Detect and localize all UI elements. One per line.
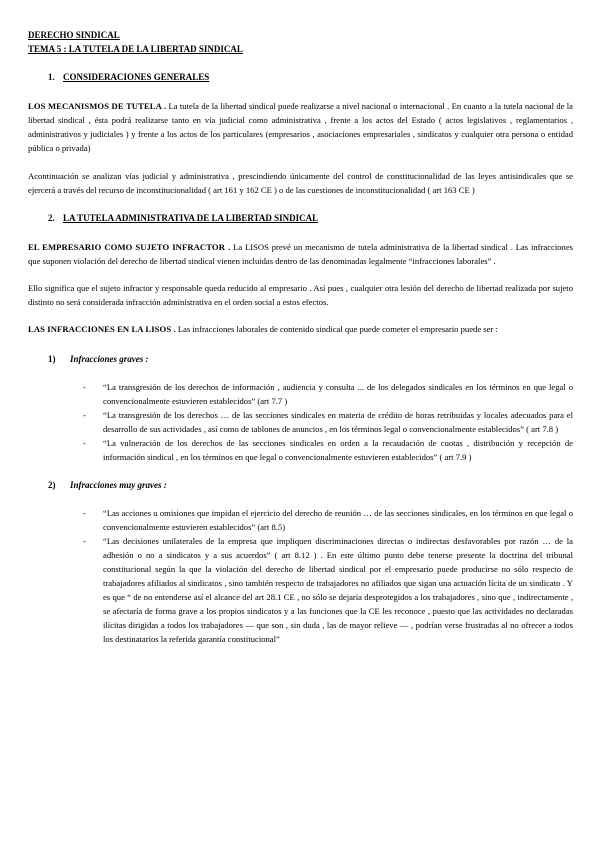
document-page	[28, 28, 573, 646]
graves-list	[83, 380, 573, 464]
graves-heading	[48, 352, 573, 366]
section-2-paragraph-2: Ello significa que el sujeto infractor y responsable queda reducido al empresario . Así pues , cualquier otra lesión del derecho de libertad realizada por sujeto distinto no será considerada infracción administrativa en el orden social a estos efectos.	[28, 283, 573, 307]
empresario-lead: EL EMPRESARIO COMO SUJETO INFRACTOR .	[28, 242, 231, 252]
topic-title: TEMA 5 : LA TUTELA DE LA LIBERTAD SINDICAL	[28, 44, 243, 54]
list-item-text: “La transgresión de los derechos de información , audiencia y consulta ... de los delegados sindicales en los términos en que legal o convencionalmente estuvieren establecidos” (art 7.7 )	[103, 382, 573, 406]
section-2-paragraph-3	[28, 322, 573, 336]
list-item	[83, 506, 573, 534]
section-1-title: CONSIDERACIONES GENERALES	[63, 72, 210, 82]
mecanismos-lead: LOS MECANISMOS DE TUTELA .	[28, 101, 167, 111]
dash-bullet: -	[83, 536, 86, 546]
muy-graves-list	[83, 506, 573, 646]
list-item-text: “Las decisiones unilaterales de la empresa que impliquen discriminaciones directas o indirectas desfavorables por razón … de la adhesión o no a sindicatos y a sus acuerdos” ( art 8.12 ) . En este último punto debe tenerse presente la doctrina del tribunal constitucional según la que la violación del derecho de libertad sindical por el empresario puede producirse no sólo respecto de trabajadores afiliados al sindicatos , sino también respecto de trabajadores no afiliados que sigan una actuación lícita de un sindicato . Y es que “ de no entenderse así el alcance del art 28.1 CE , no sólo se dejaría desprotegidos a los trabajadores , sino que , indirectamente , se afectaría de forma grave a los propios sindicatos y a las funciones que la CE les reconoce , puesto que las actividades no declaradas ilícitas dirigidas a todos los trabajadores — que son , sin duda , las de mayor relieve — , podrían verse frustradas al no ofrecer a todos los destinatarios la referida garantía constitucional”	[103, 536, 573, 644]
section-1-paragraph-1	[28, 99, 573, 155]
dash-bullet: -	[83, 508, 86, 518]
list-item-text: “Las acciones u omisiones que impidan el ejercicio del derecho de reunión … de las secciones sindicales, en los términos en que legal o convencionalmente estuvieren establecidos” (art 8.5)	[103, 508, 573, 532]
list-item	[83, 436, 573, 464]
graves-number: 1)	[48, 354, 56, 364]
muy-graves-label: Infracciones muy graves :	[70, 480, 167, 490]
list-item-text: “La transgresión de los derechos … de las secciones sindicales en materia de crédito de horas retribuidas y locales adecuados para el desarrollo de sus actividades , así como de tablones de anuncios , en los términos legal o convencionalmente establecidos” ( art 7.8 )	[103, 410, 573, 434]
section-1-number: 1.	[48, 72, 55, 82]
mecanismos-text: La tutela de la libertad sindical puede realizarse a nivel nacional o internacional . En cuanto a la tutela nacional de la libertad sindical , ésta podrá realizarse tanto en vía judicial como administrativa , frente a los actos del Estado ( actos legislativos , reglamentarios , administrativos y judiciales ) y frente a los actos de los particulares (empresarios , asociaciones empresariales , sindicatos y cualquier otra persona o entidad pública o privada)	[28, 101, 573, 153]
section-1-paragraph-2: Acontinuación se analizan vías judicial y administrativa , prescindiendo únicamente del control de constitucionalidad de las leyes antisindicales que se ejercerá a través del recurso de inconstitucionalidad ( art 161 y 162 CE ) o de las cuestiones de inconstitucionalidad ( art 163 CE )	[28, 171, 573, 195]
list-item	[83, 408, 573, 436]
section-1-heading	[48, 70, 573, 84]
graves-label: Infracciones graves :	[70, 354, 149, 364]
section-2-title: LA TUTELA ADMINISTRATIVA DE LA LIBERTAD SINDICAL	[63, 213, 319, 223]
list-item	[83, 380, 573, 408]
document-title: DERECHO SINDICAL	[28, 30, 120, 40]
empresario-text: La LISOS prevé un mecanismo de tutela administrativa de la libertad sindical . Las infracciones que suponen violación del derecho de libertad sindical vienen incluidas dentro de las denominadas legalmente “infracciones laborales” .	[28, 242, 573, 266]
dash-bullet: -	[83, 382, 86, 392]
list-item-text: “La vulneración de los derechos de las secciones sindicales en orden a la recaudación de cuotas , distribución y recepción de información sindical , en los términos en que legal o convencionalmente estuvieren establecidos” ( art 7.9 )	[103, 438, 573, 462]
muy-graves-heading	[48, 478, 573, 492]
section-2-heading	[48, 211, 573, 225]
infracciones-lead: LAS INFRACCIONES EN LA LISOS .	[28, 324, 176, 334]
list-item	[83, 534, 573, 646]
section-2-paragraph-1	[28, 240, 573, 268]
dash-bullet: -	[83, 438, 86, 448]
muy-graves-number: 2)	[48, 480, 56, 490]
infracciones-text: Las infracciones laborales de contenido sindical que puede cometer el empresario puede ser :	[175, 324, 498, 334]
section-2-number: 2.	[48, 213, 55, 223]
dash-bullet: -	[83, 410, 86, 420]
